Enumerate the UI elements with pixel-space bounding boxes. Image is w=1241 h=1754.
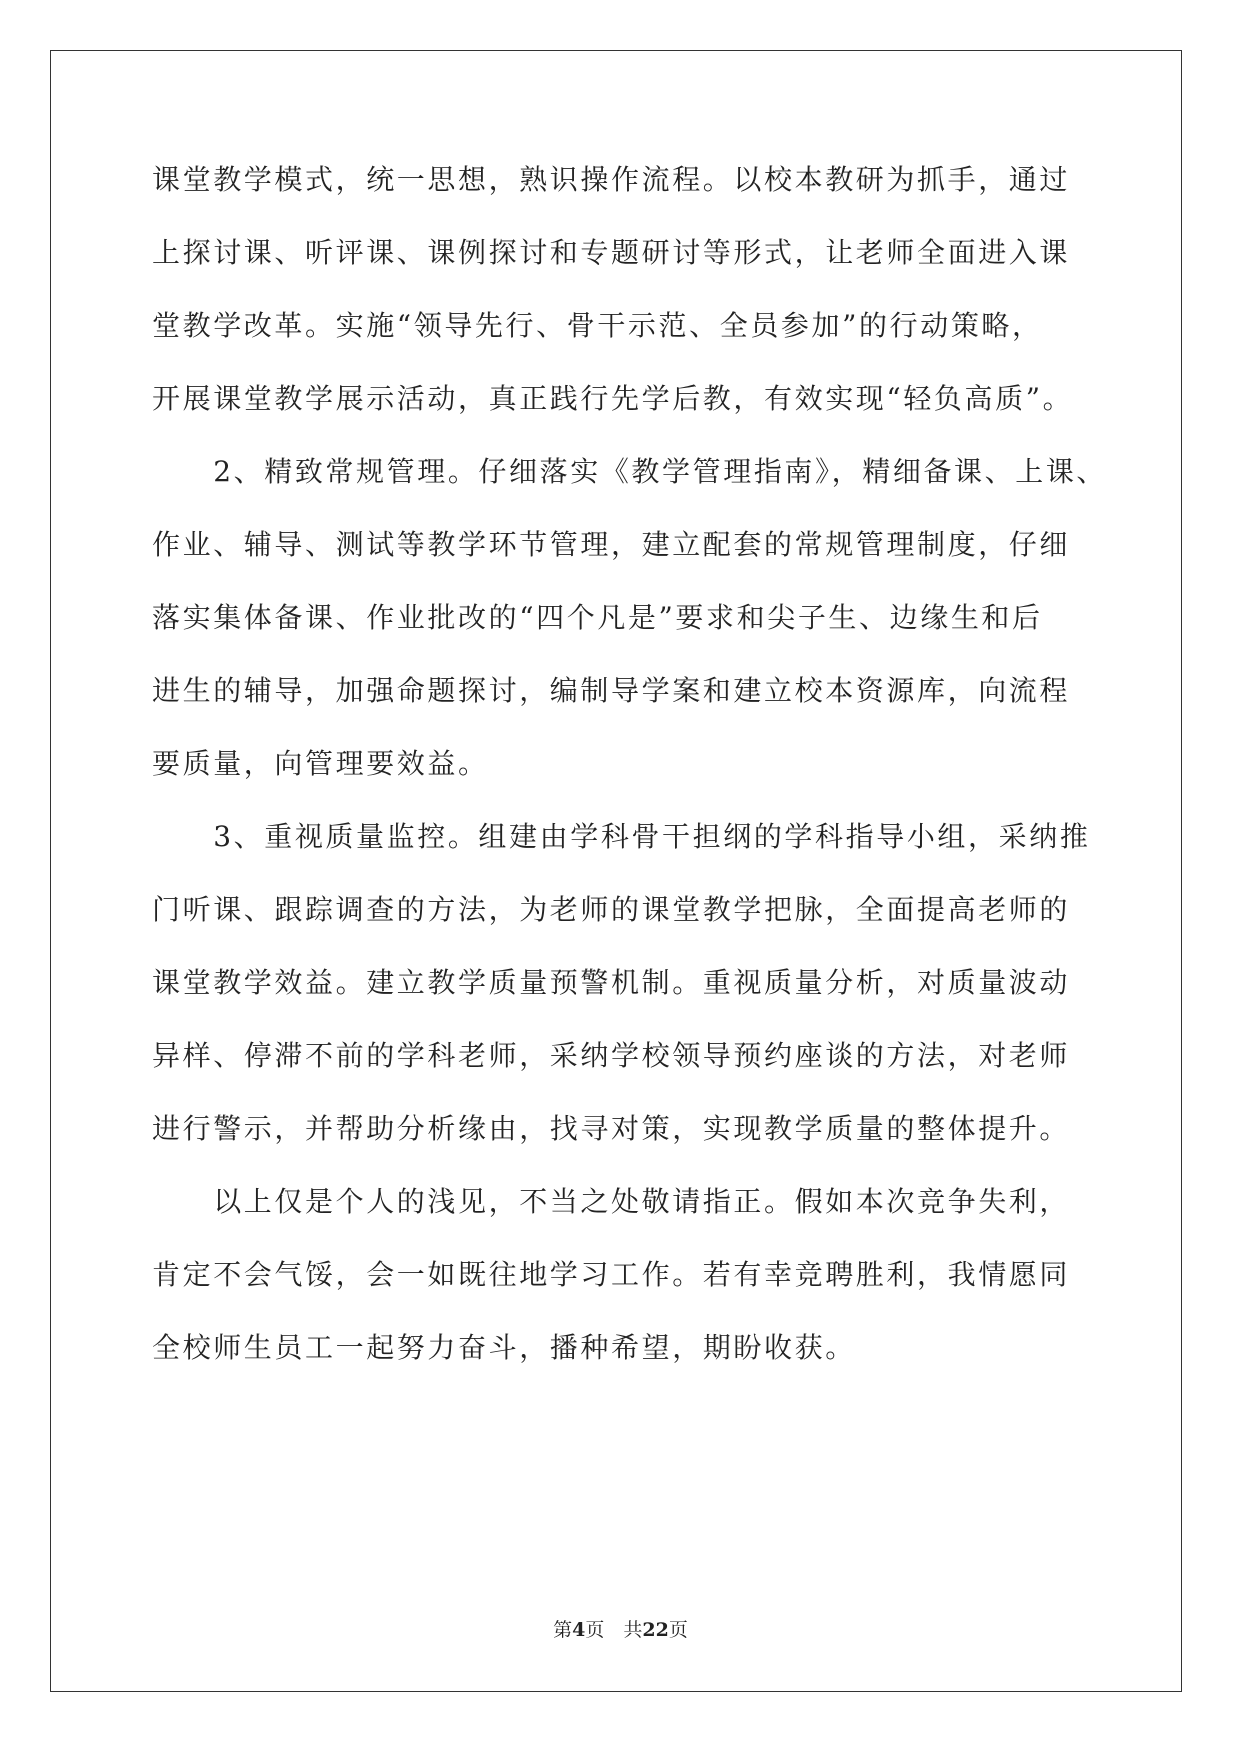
text-line: 落实集体备课、作业批改的“四个凡是”要求和尖子生、边缘生和后 <box>152 601 1043 634</box>
total-prefix: 共 <box>623 1619 643 1641</box>
text-line: 上探讨课、听评课、课例探讨和专题研讨等形式，让老师全面进入课 <box>152 236 1071 269</box>
text-line: 全校师生员工一起努力奋斗，播种希望，期盼收获。 <box>152 1331 856 1364</box>
text-line: 要质量，向管理要效益。 <box>152 747 489 780</box>
page-number: 4 <box>572 1619 586 1641</box>
text-line: 开展课堂教学展示活动，真正践行先学后教，有效实现“轻负高质”。 <box>152 382 1074 415</box>
text-line: 课堂教学模式，统一思想，熟识操作流程。以校本教研为抓手，通过 <box>152 163 1071 196</box>
text-line: 课堂教学效益。建立教学质量预警机制。重视质量分析，对质量波动 <box>152 966 1071 999</box>
text-line: 肯定不会气馁，会一如既往地学习工作。若有幸竞聘胜利，我情愿同 <box>152 1258 1071 1291</box>
text-line: 2、精致常规管理。仔细落实《教学管理指南》，精细备课、上课、 <box>152 455 1108 488</box>
text-line: 进生的辅导，加强命题探讨，编制导学案和建立校本资源库，向流程 <box>152 674 1071 707</box>
text-line: 进行警示，并帮助分析缘由，找寻对策，实现教学质量的整体提升。 <box>152 1112 1071 1145</box>
total-pages: 22 <box>642 1619 669 1641</box>
page-footer <box>0 1615 1241 1642</box>
page-suffix: 页 <box>585 1619 605 1641</box>
text-line: 堂教学改革。实施“领导先行、骨干示范、全员参加”的行动策略， <box>152 309 1043 342</box>
text-line: 异样、停滞不前的学科老师，采纳学校领导预约座谈的方法，对老师 <box>152 1039 1071 1072</box>
total-suffix: 页 <box>668 1619 688 1641</box>
text-line: 门听课、跟踪调查的方法，为老师的课堂教学把脉，全面提高老师的 <box>152 893 1071 926</box>
text-line: 作业、辅导、测试等教学环节管理，建立配套的常规管理制度，仔细 <box>152 528 1071 561</box>
page-prefix: 第 <box>553 1619 573 1641</box>
text-line: 以上仅是个人的浅见，不当之处敬请指正。假如本次竞争失利， <box>152 1185 1071 1218</box>
text-line: 3、重视质量监控。组建由学科骨干担纲的学科指导小组，采纳推 <box>152 820 1091 853</box>
page-border <box>50 50 1182 1692</box>
